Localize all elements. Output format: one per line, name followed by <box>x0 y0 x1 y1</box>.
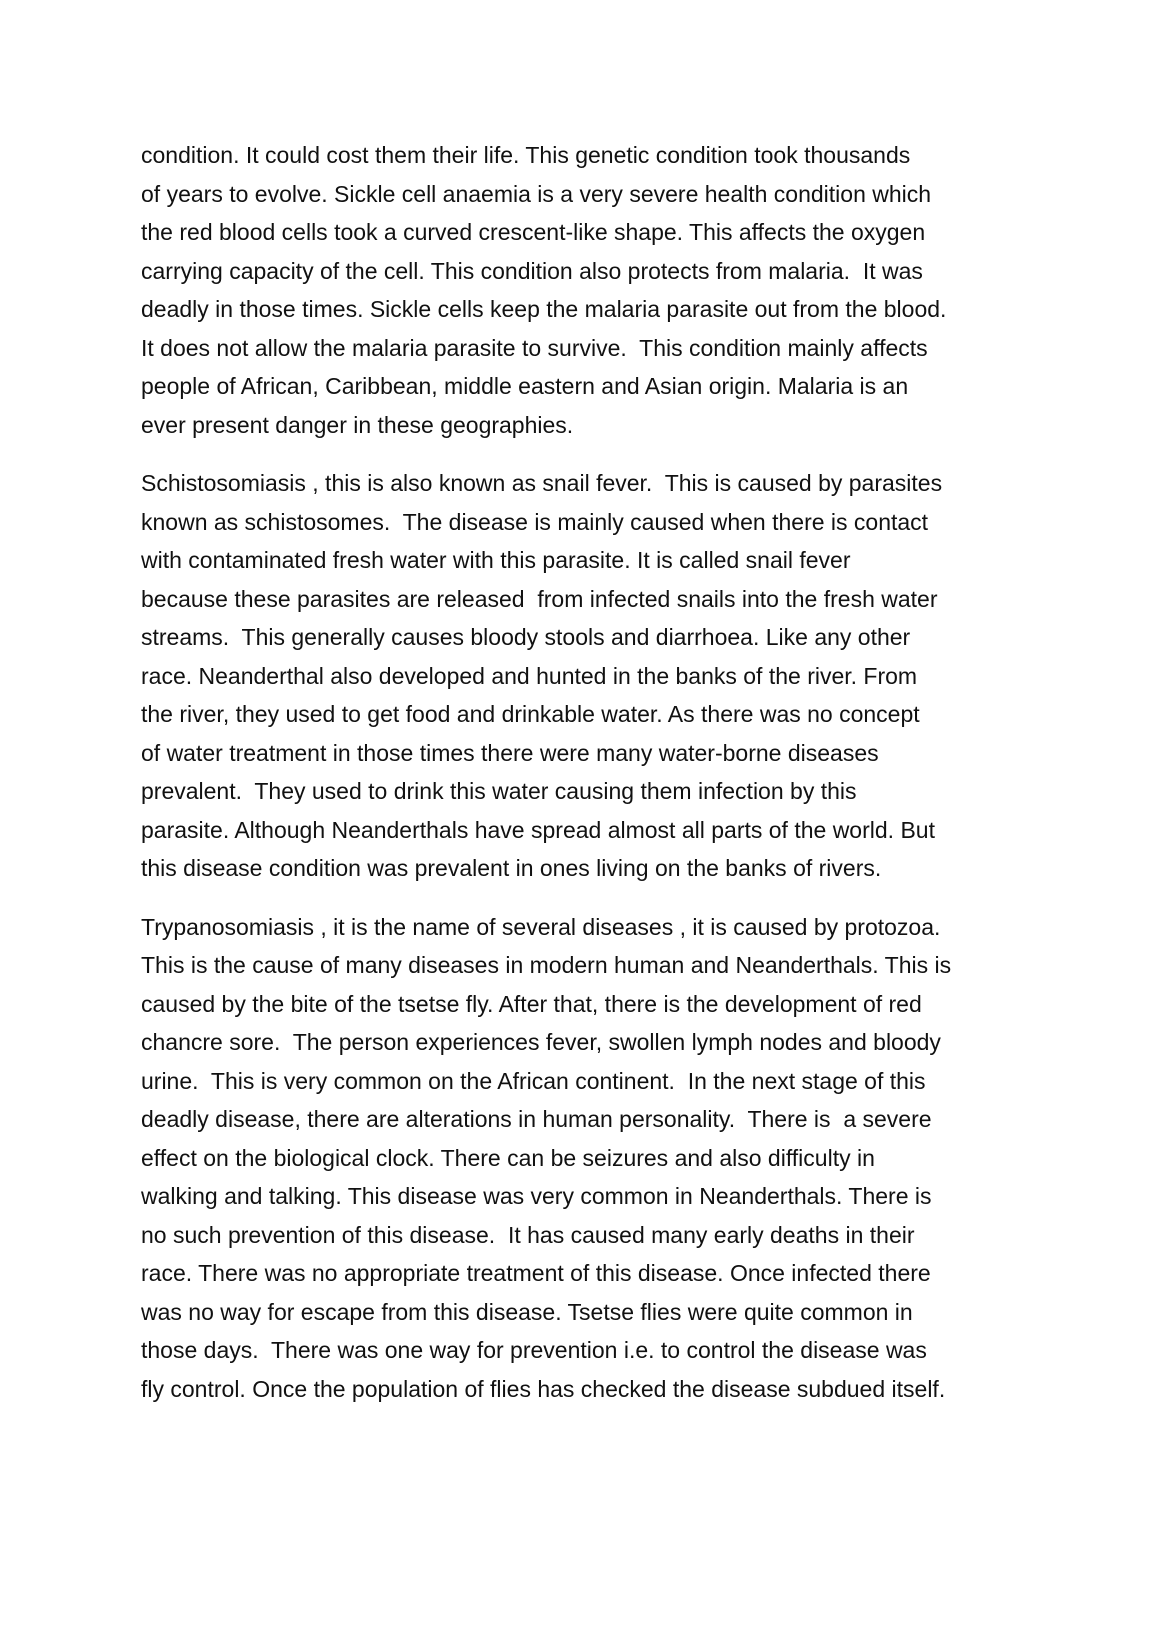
text-line: It does not allow the malaria parasite to survive. This condition mainly affects <box>141 334 928 361</box>
document-body <box>141 136 1026 1428</box>
text-line: was no way for escape from this disease. Tsetse flies were quite common in <box>141 1298 913 1325</box>
text-line: the river, they used to get food and drinkable water. As there was no concept <box>141 701 920 727</box>
text-line: walking and talking. This disease was very common in Neanderthals. There is <box>141 1183 932 1209</box>
text-line: deadly disease, there are alterations in human personality. There is a severe <box>141 1106 932 1132</box>
text-line: effect on the biological clock. There can be seizures and also difficulty in <box>141 1144 875 1171</box>
text-line: deadly in those times. Sickle cells keep the malaria parasite out from the blood. <box>141 296 947 322</box>
text-line: Schistosomiasis , this is also known as snail fever. This is caused by parasites <box>141 470 943 496</box>
text-line: parasite. Although Neanderthals have spread almost all parts of the world. But <box>141 816 935 843</box>
text-line: of water treatment in those times there were many water-borne diseases <box>141 739 879 766</box>
text-line: because these parasites are released from infected snails into the fresh water <box>141 585 938 612</box>
paragraph-schistosomiasis <box>141 464 1026 888</box>
text-line: known as schistosomes. The disease is mainly caused when there is contact <box>141 508 929 535</box>
text-line: of years to evolve. Sickle cell anaemia is a very severe health condition which <box>141 180 932 207</box>
text-line: ever present danger in these geographies. <box>141 411 574 438</box>
text-line: carrying capacity of the cell. This condition also protects from malaria. It was <box>141 257 923 284</box>
text-line: Trypanosomiasis , it is the name of several diseases , it is caused by protozoa. <box>141 913 941 940</box>
text-line: condition. It could cost them their life. This genetic condition took thousands <box>141 142 911 168</box>
text-line: This is the cause of many diseases in modern human and Neanderthals. This is <box>141 952 952 978</box>
text-line: those days. There was one way for prevention i.e. to control the disease was <box>141 1337 927 1363</box>
paragraph-sickle-cell <box>141 136 1026 444</box>
text-line: this disease condition was prevalent in ones living on the banks of rivers. <box>141 855 882 881</box>
text-line: prevalent. They used to drink this water causing them infection by this <box>141 778 857 804</box>
text-line: race. Neanderthal also developed and hunted in the banks of the river. From <box>141 662 918 689</box>
text-line: urine. This is very common on the African continent. In the next stage of this <box>141 1067 926 1094</box>
text-line: streams. This generally causes bloody stools and diarrhoea. Like any other <box>141 624 911 650</box>
text-line: no such prevention of this disease. It has caused many early deaths in their <box>141 1221 915 1248</box>
text-line: caused by the bite of the tsetse fly. After that, there is the development of red <box>141 990 922 1017</box>
paragraph-trypanosomiasis <box>141 908 1026 1409</box>
text-line: fly control. Once the population of flies has checked the disease subdued itself. <box>141 1375 946 1402</box>
text-line: chancre sore. The person experiences fever, swollen lymph nodes and bloody <box>141 1029 941 1055</box>
text-line: the red blood cells took a curved crescent-like shape. This affects the oxygen <box>141 219 926 245</box>
text-line: people of African, Caribbean, middle eastern and Asian origin. Malaria is an <box>141 373 909 399</box>
text-line: with contaminated fresh water with this parasite. It is called snail fever <box>141 547 851 573</box>
text-line: race. There was no appropriate treatment of this disease. Once infected there <box>141 1260 931 1286</box>
